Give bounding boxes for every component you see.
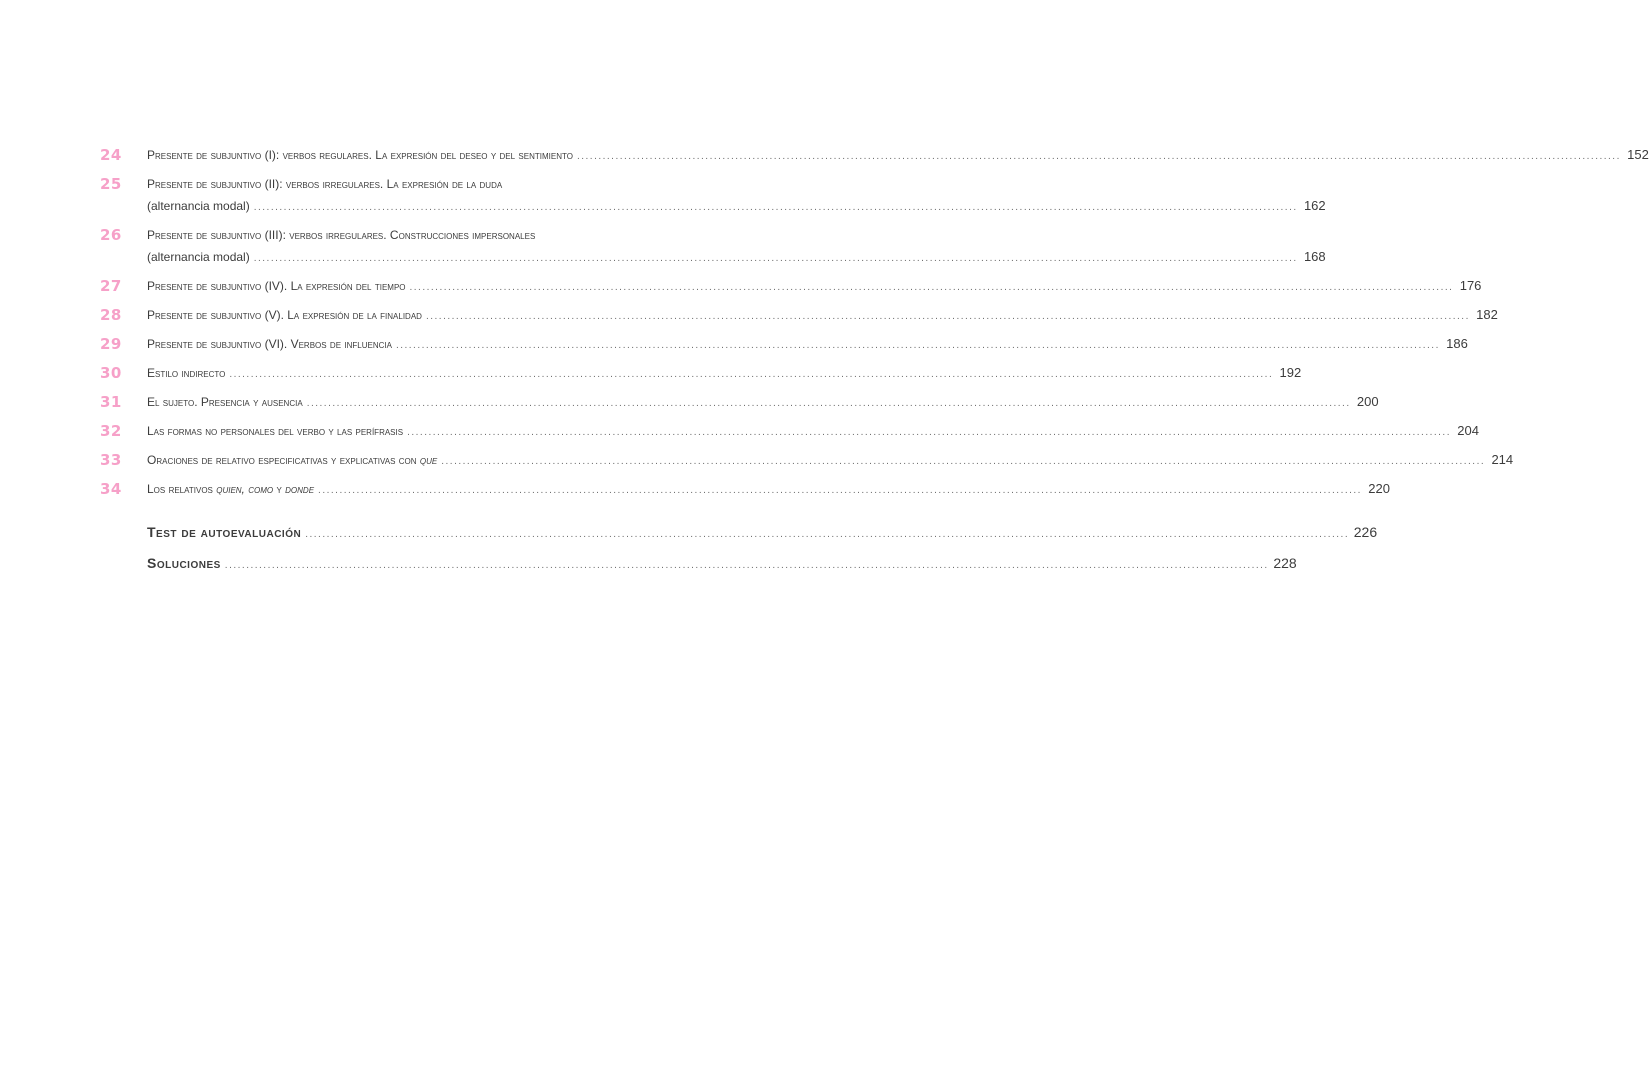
chapter-title-italic: quien, [216, 482, 245, 496]
chapter-title: Oraciones de relativo especificativas y explicativas con [147, 453, 417, 467]
page-number: 186 [1446, 336, 1468, 351]
chapter-title: El sujeto. Presencia y ausencia [147, 395, 303, 409]
chapter-number: 34 [100, 480, 122, 498]
page-number: 204 [1457, 423, 1479, 438]
toc-entry-31[interactable] [100, 391, 1379, 415]
dot-leader [410, 277, 1454, 299]
chapter-title-italic: que [419, 453, 438, 467]
dot-leader [254, 248, 1298, 270]
chapter-title: Presente de subjuntivo (I): verbos regulares. La expresión del deseo y del sentimiento [147, 148, 573, 162]
test-title: Test de autoevaluación [147, 524, 302, 540]
chapter-title: Presente de subjuntivo (III): verbos irregulares. Construcciones impersonales [147, 228, 536, 242]
chapter-title-conjunction: y [276, 482, 282, 496]
chapter-title: Las formas no personales del verbo y las perífrasis [147, 424, 404, 438]
chapter-number: 24 [100, 146, 122, 164]
toc-entry-test[interactable] [147, 518, 1378, 549]
chapter-number: 27 [100, 277, 122, 295]
page-number: 152 [1627, 147, 1649, 162]
chapter-title: Presente de subjuntivo (II): verbos irregulares. La expresión de la duda [147, 177, 503, 191]
chapter-title: Presente de subjuntivo (VI). Verbos de influencia [147, 337, 392, 351]
chapter-number: 25 [100, 175, 122, 193]
toc-entry-24[interactable] [100, 144, 1649, 168]
chapter-title: Estilo indirecto [147, 366, 226, 380]
page-number: 182 [1476, 307, 1498, 322]
chapter-number: 30 [100, 364, 122, 382]
page-number: 176 [1459, 278, 1482, 293]
dot-leader [305, 520, 1349, 549]
toc-entry-26[interactable] [100, 224, 1326, 270]
chapter-number: 33 [100, 451, 122, 469]
toc-entry-25[interactable] [100, 173, 1326, 219]
dot-leader [577, 146, 1621, 168]
toc-entry-29[interactable] [100, 333, 1468, 357]
page-number: 220 [1368, 481, 1390, 496]
page-number: 168 [1303, 249, 1326, 264]
dot-leader [225, 551, 1269, 580]
toc-entry-28[interactable] [100, 304, 1498, 328]
table-of-contents [100, 144, 1649, 507]
chapter-title-italic: como [248, 482, 274, 496]
solutions-title: Soluciones [147, 555, 221, 571]
page-number: 226 [1353, 524, 1378, 540]
dot-leader [318, 480, 1362, 502]
dot-leader [396, 335, 1440, 357]
dot-leader [407, 422, 1451, 444]
chapter-title: Presente de subjuntivo (IV). La expresión del tiempo [147, 279, 406, 293]
chapter-title-italic: donde [285, 482, 315, 496]
page-number: 162 [1303, 198, 1326, 213]
page-number: 214 [1491, 452, 1514, 467]
toc-entry-33[interactable] [100, 449, 1514, 473]
dot-leader [307, 393, 1351, 415]
chapter-title-continuation: (alternancia modal) [147, 250, 250, 264]
chapter-number: 28 [100, 306, 122, 324]
chapter-number: 29 [100, 335, 122, 353]
chapter-title: Presente de subjuntivo (V). La expresión de la finalidad [147, 308, 422, 322]
annex-section [147, 518, 1378, 580]
dot-leader [229, 364, 1273, 386]
toc-entry-32[interactable] [100, 420, 1479, 444]
chapter-number: 31 [100, 393, 122, 411]
toc-entry-30[interactable] [100, 362, 1302, 386]
page-number: 200 [1356, 394, 1379, 409]
chapter-number: 26 [100, 226, 122, 244]
toc-entry-34[interactable] [100, 478, 1390, 502]
dot-leader [254, 197, 1298, 219]
chapter-number: 32 [100, 422, 122, 440]
toc-entry-solutions[interactable] [147, 549, 1297, 580]
dot-leader [441, 451, 1485, 473]
chapter-title: Los relativos [147, 482, 213, 496]
toc-entry-27[interactable] [100, 275, 1482, 299]
page-number: 192 [1279, 365, 1302, 380]
dot-leader [426, 306, 1470, 328]
page-number: 228 [1273, 555, 1297, 571]
chapter-title-continuation: (alternancia modal) [147, 199, 250, 213]
